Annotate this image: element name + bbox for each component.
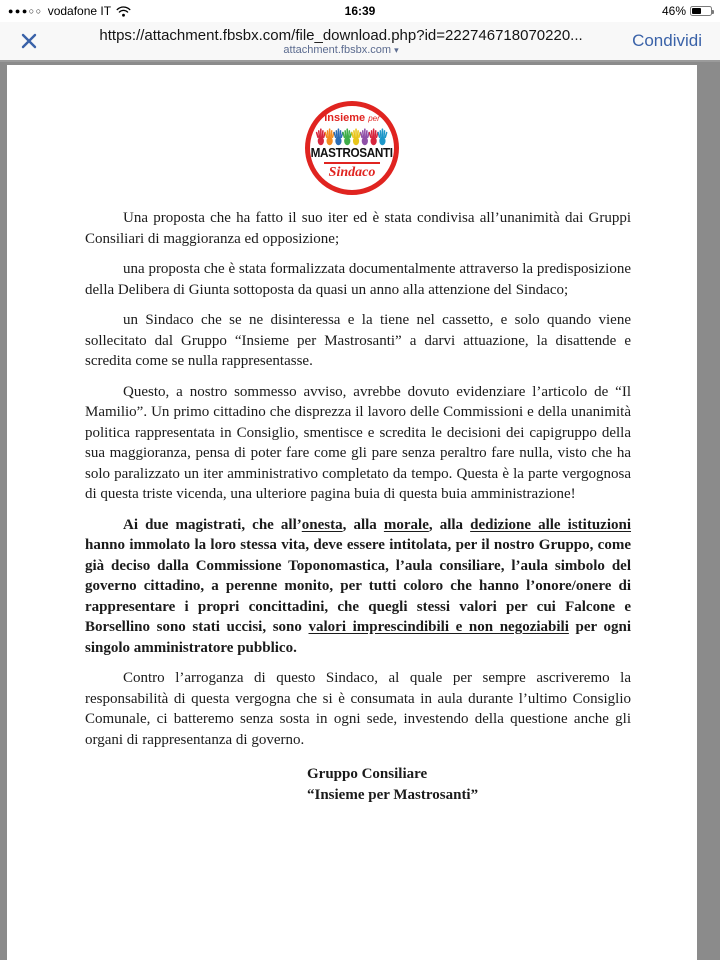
signal-strength-icon: ●●●○○: [8, 6, 43, 16]
logo-sindaco-text: Sindaco: [328, 165, 376, 180]
battery-icon: [690, 6, 712, 16]
document-page: [7, 65, 697, 960]
battery-fill: [692, 8, 701, 14]
paragraph: Una proposta che ha fatto il suo iter ed è stata condivisa all’unanimità dai Gruppi Consiliari di maggioranza ed opposizione;: [85, 210, 631, 247]
paragraph: un Sindaco che se ne disinteressa e la tiene nel cassetto, e solo quando viene sollecitato dal Gruppo “Insieme per Mastrosanti” a darvi attuazione, la disattende e scredita come se nulla rappresentasse.: [85, 312, 631, 369]
signature-line: “Insieme per Mastrosanti”: [307, 787, 479, 803]
logo-name-text: MASTROSANTI: [310, 146, 394, 160]
document-body: [7, 208, 697, 750]
logo-insieme-text: Insieme: [324, 112, 366, 124]
chevron-down-icon: ▾: [394, 45, 399, 55]
url-text: https://attachment.fbsbx.com/file_download.php?id=222746718070220...: [99, 27, 583, 44]
address-display: [58, 22, 624, 60]
carrier-label: vodafone IT: [47, 4, 112, 18]
battery-percent: 46%: [661, 4, 687, 18]
signature-line: Gruppo Consiliare: [307, 766, 428, 782]
mastrosanti-logo: [305, 101, 399, 195]
signature-block: [307, 764, 697, 806]
status-bar: [0, 0, 720, 22]
domain-button[interactable]: [283, 44, 398, 57]
paragraph: Contro l’arroganza di questo Sindaco, al quale per sempre ascriveremo la responsabilità di questa vergogna che si è consumata in aula durante l’ultimo Consiglio Comunale, ci batteremo senza sosta in ogni sede, investendo della questione anche gli organi di rappresentanza di governo.: [85, 670, 631, 748]
domain-text: attachment.fbsbx.com: [283, 44, 392, 56]
close-button[interactable]: [0, 22, 58, 60]
logo-divider: [324, 162, 380, 164]
paragraph: Ai due magistrati, che all’onesta, alla morale, alla dedizione alle istituzioni hanno immolato la loro stessa vita, deve essere intitolata, per il nostro Gruppo, come già deciso dalla Commissione Toponomastica, l’aula consiliare, l’aula simbolo del governo cittadino, a perenne monito, per tutti coloro che hanno l’onore/onere di rappresentare i propri concittadini, che quegli stessi valori per cui Falcone e Borsellino sono stati uccisi, sono valori imprescindibili e non negoziabili per ogni singolo amministratore pubblico.: [85, 516, 632, 656]
close-icon: [20, 32, 38, 50]
paragraph: Questo, a nostro sommesso avviso, avrebbe dovuto evidenziare l’articolo de “Il Mamilio”. Un primo cittadino che disprezza il lavoro delle Commissioni e della unanimità politica rappresentata in Consiglio, smentisce e scredita le decisioni dei capigruppo della sua maggioranza, pensa di poter fare come gli pare senza peraltro fare nulla, visto che ha solo paralizzato un iter amministrativo completato da tempo. Questa è la parte vergognosa di questa triste vicenda, una ulteriore pagina buia di questa buia amministrazione!: [85, 383, 631, 502]
raised-hands-icon: [315, 125, 389, 147]
paragraph: una proposta che è stata formalizzata documentalmente attraverso la predisposizione della Delibera di Giunta sottoposta da quasi un anno alla attenzione del Sindaco;: [85, 261, 631, 298]
logo-per-text: per: [368, 114, 380, 123]
browser-toolbar: [0, 22, 720, 62]
document-viewer[interactable]: [0, 64, 720, 960]
wifi-icon: [116, 6, 131, 17]
share-button[interactable]: Condividi: [632, 31, 702, 50]
clock: 16:39: [344, 4, 376, 18]
